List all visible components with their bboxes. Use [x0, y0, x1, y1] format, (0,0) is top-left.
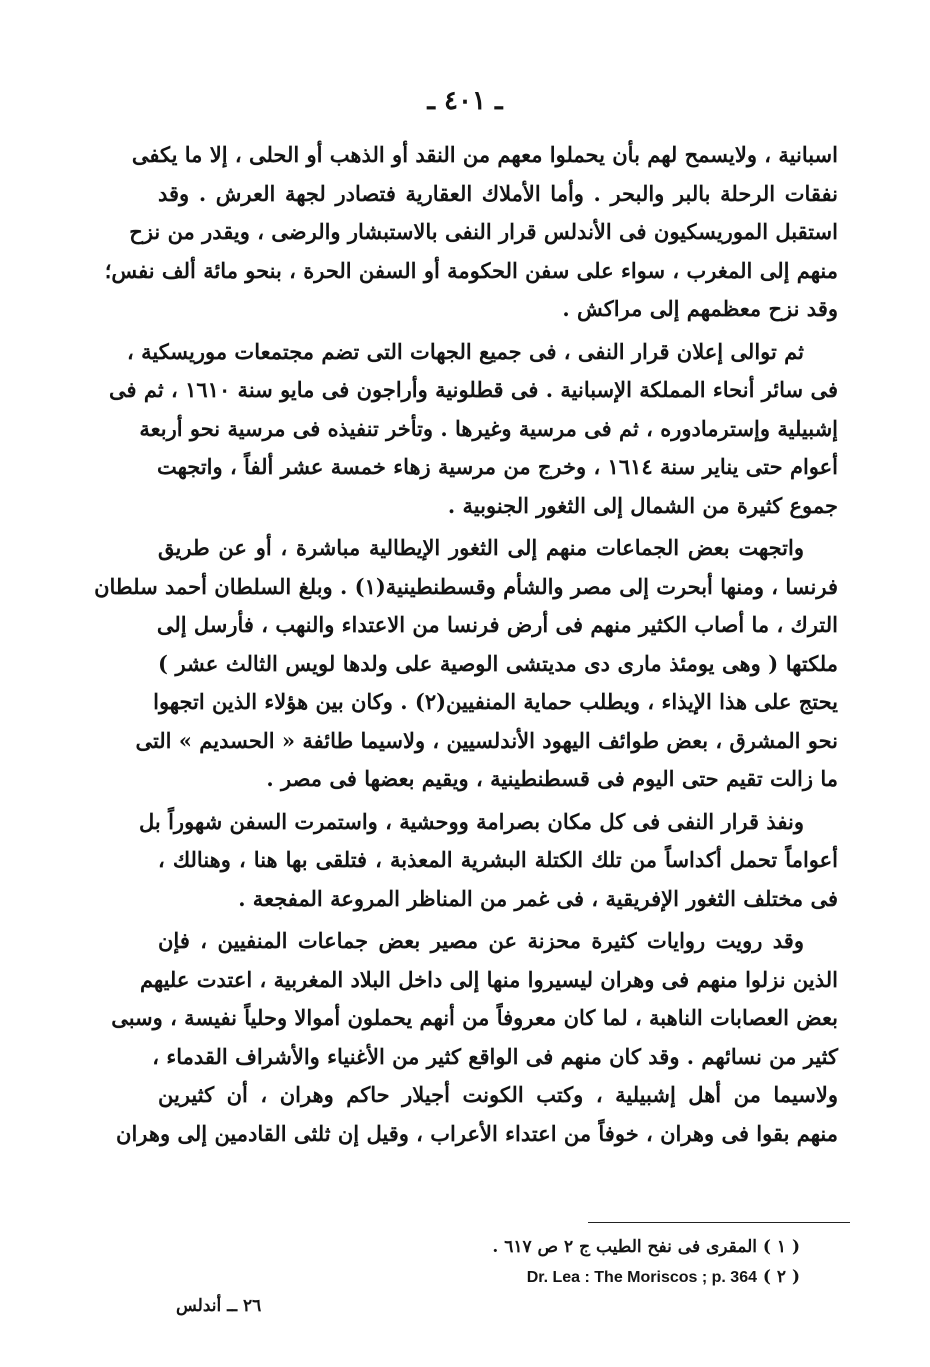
- text-line: فى سائر أنحاء المملكة الإسبانية . فى قطلونية وأراجون فى مايو سنة ١٦١٠ ، ثم فى: [109, 377, 838, 402]
- text-line: وقد رويت روايات كثيرة محزنة عن مصير بعض جماعات المنفيين ، فإن: [158, 928, 804, 953]
- paragraph-3: [94, 529, 838, 799]
- text-line: فرنسا ، ومنها أبحرت إلى مصر والشأم وقسطنطينية(١) . وبلغ السلطان أحمد سلطان: [94, 573, 838, 599]
- paragraph-4: [139, 803, 838, 919]
- text-line: ولاسيما من أهل إشبيلية ، وكتب الكونت أجيلار حاكم وهران ، أن كثيرين: [158, 1082, 838, 1107]
- footnote-2-text: Dr. Lea : The Moriscos ; p. 364: [526, 1269, 757, 1286]
- signature-mark: ٢٦ ــ أندلس: [176, 1296, 262, 1316]
- text-line: ملكتها ( وهى يومئذ مارى دى مديتشى الوصية على ولدها لويس الثالث عشر ): [158, 650, 838, 676]
- text-line: الترك ، ما أصاب الكثير منهم فى أرض فرنسا من الاعتداء والنهب ، فأرسل إلى: [156, 612, 838, 637]
- paragraph-1: [104, 136, 838, 329]
- text-line: منهم بقوا فى وهران ، خوفاً من اعتداء الأعراب ، وقيل إن ثلثى القادمين إلى وهران: [116, 1120, 838, 1146]
- text-line: نحو المشرق ، بعض طوائف اليهود الأندلسيين ، ولاسيما طائفة « الحسديم » التى: [135, 727, 838, 753]
- text-line: اسبانية ، ولايسمح لهم بأن يحملوا معهم من النقد أو الذهب أو الحلى ، إلا ما يكفى: [131, 142, 838, 167]
- text-line: الذين نزلوا منهم فى وهران ليسيروا منها إلى داخل البلاد المغربية ، اعتدت عليهم: [139, 966, 838, 992]
- paragraph-2: [109, 333, 838, 526]
- paragraph-5: [111, 922, 838, 1153]
- footnote-2-marker: ( ٢ ): [762, 1267, 800, 1287]
- text-line: جموع كثيرة من الشمال إلى الثغور الجنوبية .: [447, 492, 838, 518]
- text-line: وقد نزح معظمهم إلى مراكش .: [562, 296, 838, 321]
- footnotes: [380, 1232, 800, 1292]
- text-line: يحتج على هذا الإيذاء ، ويطلب حماية المنفيين(٢) . وكان بين هؤلاء الذين اتجهوا: [153, 689, 838, 714]
- footnote-1: ( ١ ) المقرى فى نفح الطيب ج ٢ ص ٦١٧ .: [492, 1237, 800, 1257]
- footnote-rule: [588, 1222, 850, 1223]
- text-line: فى مختلف الثغور الإفريقية ، فى غمر من المناظر المروعة المفجعة .: [238, 885, 838, 911]
- text-line: أعواماً تحمل أكداساً من تلك الكتلة البشرية المعذبة ، فتلقى بها هنا ، وهنالك ،: [158, 847, 838, 872]
- text-line: أعوام حتى يناير سنة ١٦١٤ ، وخرج من مرسية زهاء خمسة عشر ألفاً ، واتجهت: [156, 454, 838, 479]
- footnote-2: [380, 1262, 800, 1292]
- text-line: بعض العصابات الناهبة ، لما كان معروفاً من أنهم يحملون أموالا وحلياً نفيسة ، وسبى: [111, 1005, 838, 1030]
- text-line: ثم توالى إعلان قرار النفى ، فى جميع الجهات التى تضم مجتمعات موريسكية ،: [127, 338, 804, 364]
- text-line: منهم إلى المغرب ، سواء على سفن الحكومة أو السفن الحرة ، بنحو مائة ألف نفس؛: [104, 257, 838, 283]
- body-text: [94, 136, 838, 1157]
- text-line: ما زالت تقيم حتى اليوم فى قسطنطينية ، ويقيم بعضها فى مصر .: [266, 766, 838, 791]
- text-line: نفقات الرحلة بالبر والبحر . وأما الأملاك العقارية فتصادر لجهة العرش . وقد: [158, 180, 838, 206]
- text-line: كثير من نسائهم . وقد كان منهم فى الواقع كثير من الأغنياء والأشراف القدماء ،: [152, 1043, 838, 1069]
- text-line: ونفذ قرار النفى فى كل مكان بصرامة ووحشية ، واستمرت السفن شهوراً بل: [139, 808, 804, 834]
- page-number: ـ ٤٠١ ـ: [427, 86, 503, 116]
- text-line: واتجهت بعض الجماعات منهم إلى الثغور الإيطالية مباشرة ، أو عن طريق: [158, 535, 804, 560]
- text-line: استقبل الموريسكيون فى الأندلس قرار النفى بالاستبشار والرضى ، ويقدر من نزح: [129, 219, 838, 244]
- text-line: إشبيلية وإسترمادوره ، ثم فى مرسية وغيرها . وتأخر تنفيذه فى مرسية نحو أربعة: [139, 415, 838, 441]
